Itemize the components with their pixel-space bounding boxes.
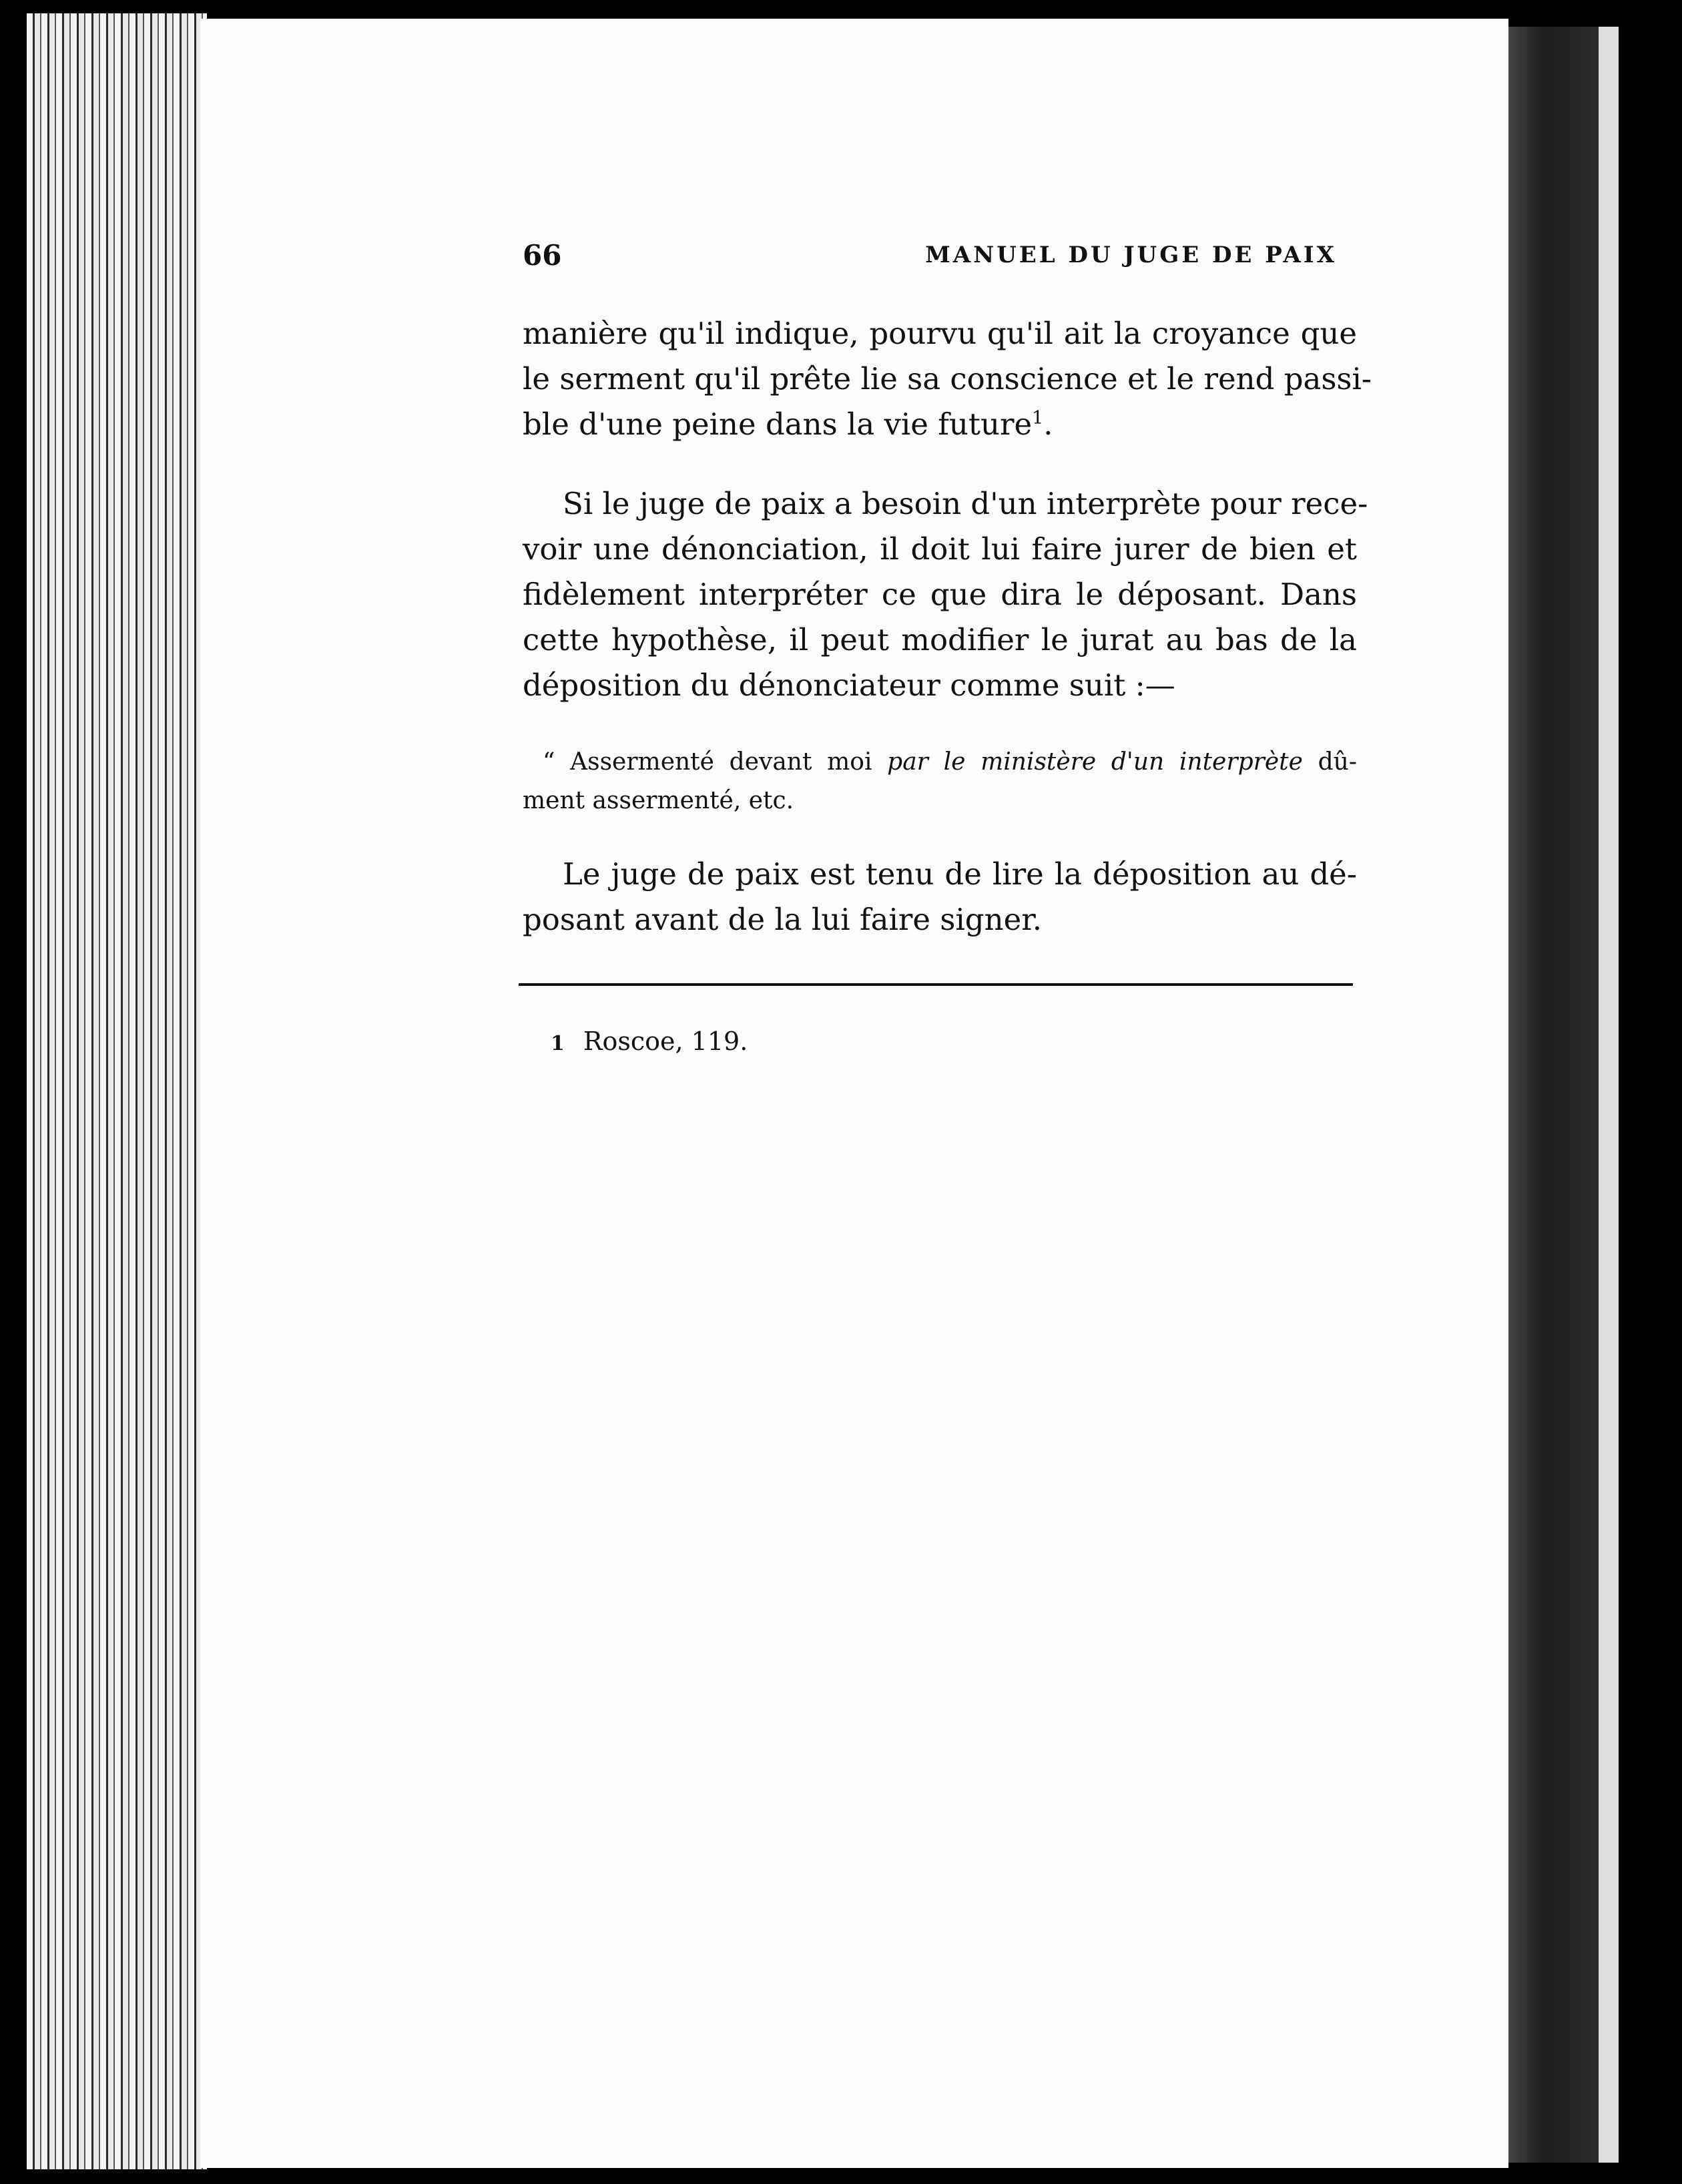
footnote-divider <box>519 983 1353 986</box>
footnote-text: Roscoe, 119. <box>583 1027 748 1056</box>
text-line <box>523 402 1357 447</box>
paragraph-3 <box>523 852 1357 942</box>
facing-page-edge <box>1599 27 1619 2163</box>
quote-italic-text: par le ministère d'un interprète <box>887 748 1303 776</box>
binding-shadow <box>1505 27 1599 2163</box>
text-line: fidèlement interpréter ce que dira le déposant. Dans <box>523 577 1357 612</box>
text-line: Le juge de paix est tenu de lire la déposition au dé- <box>563 856 1357 892</box>
text-line: posant avant de la lui faire signer. <box>523 902 1043 937</box>
text-line: voir une dénonciation, il doit lui faire jurer de bien et <box>523 531 1357 567</box>
paragraph-1 <box>523 311 1372 447</box>
footnote-reference[interactable]: 1 <box>1032 408 1044 429</box>
page-sheet <box>200 19 1508 2168</box>
stacked-page-edges <box>27 13 207 2169</box>
text-line: manière qu'il indique, pourvu qu'il ait la croyance que <box>523 316 1357 351</box>
running-title: MANUEL DU JUGE DE PAIX <box>925 242 1337 268</box>
footnote-mark: 1 <box>551 1032 565 1055</box>
page-number: 66 <box>523 239 562 272</box>
quote-text: “ Assermenté devant moi <box>543 748 888 776</box>
text-line-content: ble d'une peine dans la vie future <box>523 406 1033 442</box>
quote-line: ment assermenté, etc. <box>523 787 794 814</box>
footnote <box>551 1027 748 1056</box>
jurat-quote <box>523 743 1357 820</box>
text-line: le serment qu'il prête lie sa conscience et le rend passi- <box>523 361 1372 396</box>
running-head <box>523 239 1337 279</box>
sentence-end: . <box>1043 406 1053 442</box>
text-line: cette hypothèse, il peut modifier le jurat au bas de la <box>523 622 1357 657</box>
text-line: déposition du dénonciateur comme suit :— <box>523 667 1175 703</box>
quote-text: dû- <box>1302 748 1357 776</box>
quote-line <box>523 743 1357 782</box>
paragraph-2 <box>523 481 1368 708</box>
text-line: Si le juge de paix a besoin d'un interprète pour rece- <box>563 486 1368 521</box>
